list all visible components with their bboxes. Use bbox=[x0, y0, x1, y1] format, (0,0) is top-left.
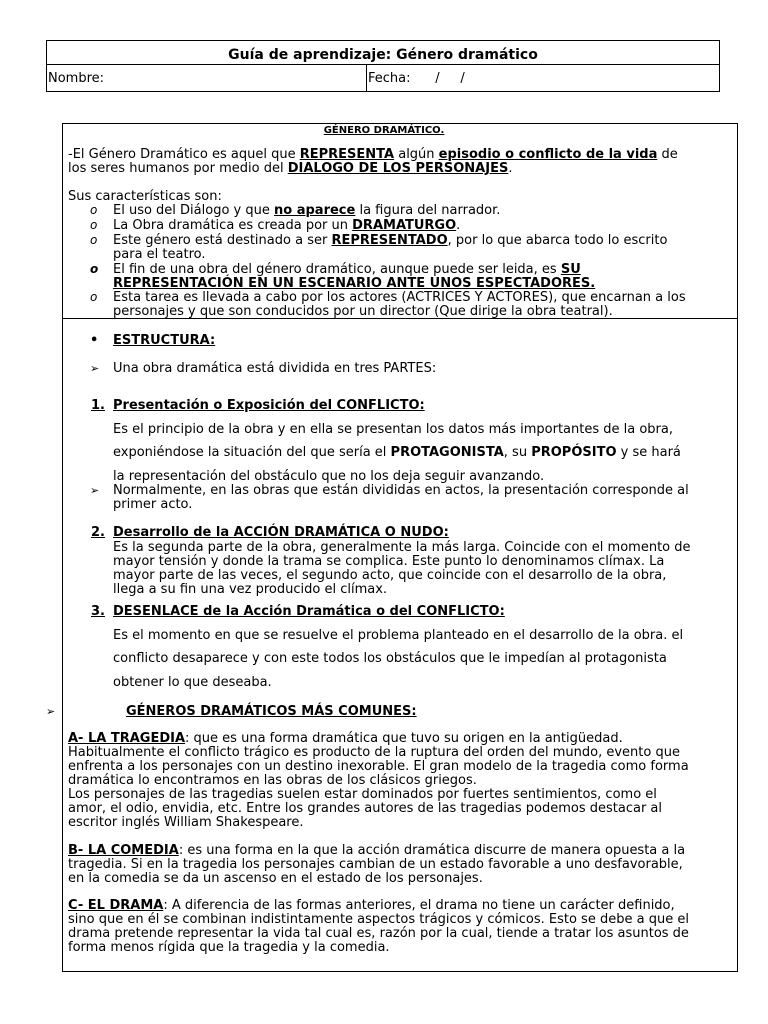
bullet-o-icon: o bbox=[90, 290, 98, 304]
part-1-line-2: exponiéndose la situación del que sería el PROTAGONISTA, su PROPÓSITO y se hará bbox=[113, 445, 681, 460]
bullet-o-icon: o bbox=[90, 233, 98, 247]
note-line-2: primer acto. bbox=[113, 497, 193, 512]
characteristic-5-cont: personajes y que son conducidos por un director (Que dirige la obra teatral). bbox=[113, 304, 613, 319]
tragedia-line-4: dramática lo encontramos en las obras de los clásicos griegos. bbox=[68, 773, 477, 788]
name-field-label: Nombre: bbox=[47, 65, 367, 92]
part-2-line-1: Es la segunda parte de la obra, generalmente la más larga. Coincide con el momento de bbox=[113, 540, 691, 555]
bullet-o-icon: o bbox=[90, 262, 99, 276]
drama-line-2: sino que en él se combinan indistintamente aspectos trágicos y cómicos. Esto se debe a que el bbox=[68, 912, 689, 927]
tragedia-line-2: Habitualmente el conflicto trágico es producto de la ruptura del orden del mundo, evento que bbox=[68, 745, 680, 760]
comedia-line-2: tragedia. Si en la tragedia los personajes cambian de un estado favorable a uno desfavorable, bbox=[68, 857, 683, 872]
bullet-o-icon: o bbox=[90, 203, 98, 217]
comedia-line-3: en la comedia se da un ascenso en el estado de los personajes. bbox=[68, 871, 483, 886]
tragedia-line-7: escritor inglés William Shakespeare. bbox=[68, 815, 304, 830]
bullet-icon: • bbox=[90, 333, 99, 348]
part-2-line-4: llega a su fin una vez producido el clímax. bbox=[113, 582, 388, 597]
intro-heading: GÉNERO DRAMÁTICO. bbox=[323, 125, 445, 136]
tragedia-line-3: enfrenta a los personajes con un destino inexorable. El gran modelo de la tragedia como forma bbox=[68, 759, 689, 774]
definition-line-2: los seres humanos por medio del DIALOGO DE LOS PERSONAJES. bbox=[68, 161, 513, 176]
tragedia-line-5: Los personajes de las tragedias suelen estar dominados por fuertes sentimientos, como el bbox=[68, 787, 657, 802]
characteristic-1: El uso del Diálogo y que no aparece la figura del narrador. bbox=[113, 203, 501, 218]
part-3-title: DESENLACE de la Acción Dramática o del CONFLICTO: bbox=[113, 604, 505, 619]
part-1-title: Presentación o Exposición del CONFLICTO: bbox=[113, 398, 425, 413]
characteristic-3-cont: para el teatro. bbox=[113, 247, 206, 262]
definition-line-1: -El Género Dramático es aquel que REPRESENTA algún episodio o conflicto de la vida de bbox=[68, 147, 678, 162]
drama-line-3: drama pretende representar la vida tal cual es, razón por la cual, tiende a tratar los asuntos de bbox=[68, 926, 689, 941]
characteristic-3: Este género está destinado a ser REPRESENTADO, por lo que abarca todo lo escrito bbox=[113, 233, 668, 248]
drama-line-1: C- EL DRAMA: A diferencia de las formas anteriores, el drama no tiene un carácter definido, bbox=[68, 898, 675, 913]
estructura-intro: Una obra dramática está dividida en tres PARTES: bbox=[113, 361, 437, 376]
part-2-title: Desarrollo de la ACCIÓN DRAMÁTICA O NUDO: bbox=[113, 525, 449, 540]
characteristics-intro: Sus características son: bbox=[68, 189, 222, 204]
part-1-line-3: la representación del obstáculo que no los deja seguir avanzando. bbox=[113, 469, 545, 484]
comedia-line-1: B- LA COMEDIA: es una forma en la que la acción dramática discurre de manera opuesta a la bbox=[68, 843, 686, 858]
arrow-bullet-icon: ➢ bbox=[90, 362, 100, 375]
date-field-label: Fecha: / / bbox=[368, 71, 465, 86]
part-1-line-1: Es el principio de la obra y en ella se presentan los datos más importantes de la obra, bbox=[113, 422, 673, 437]
characteristic-5: Esta tarea es llevada a cabo por los actores (ACTRICES Y ACTORES), que encarnan a los bbox=[113, 290, 686, 305]
characteristic-4: El fin de una obra del género dramático, aunque puede ser leida, es SU bbox=[113, 262, 581, 277]
characteristic-2: La Obra dramática es creada por un DRAMATURGO. bbox=[113, 218, 461, 233]
part-2-line-2: mayor tensión y donde la trama se complica. Este punto lo denominamos clímax. La bbox=[113, 554, 665, 569]
characteristic-4-cont: REPRESENTACIÓN EN UN ESCENARIO ANTE UNOS ESPECTADORES. bbox=[113, 276, 596, 291]
generos-heading: GÉNEROS DRAMÁTICOS MÁS COMUNES: bbox=[126, 704, 417, 719]
arrow-bullet-icon: ➢ bbox=[46, 705, 56, 718]
part-3-line-3: obtener lo que deseaba. bbox=[113, 675, 272, 690]
part-3-line-1: Es el momento en que se resuelve el problema planteado en el desarrollo de la obra. el bbox=[113, 628, 684, 643]
header-table bbox=[46, 40, 720, 92]
bullet-o-icon: o bbox=[90, 218, 98, 232]
part-3-number: 3. bbox=[91, 604, 105, 619]
arrow-bullet-icon: ➢ bbox=[90, 484, 100, 497]
note-line-1: Normalmente, en las obras que están divididas en actos, la presentación corresponde al bbox=[113, 483, 689, 498]
part-3-line-2: conflicto desaparece y con este todos los obstáculos que le impedían al protagonista bbox=[113, 651, 667, 666]
tragedia-line-1: A- LA TRAGEDIA: que es una forma dramática que tuvo su origen en la antigüedad. bbox=[68, 731, 623, 746]
drama-line-4: forma menos rígida que la tragedia y la comedia. bbox=[68, 940, 390, 955]
part-2-line-3: mayor parte de las veces, el segundo acto, que coincide con el desarrollo de la obra, bbox=[113, 568, 667, 583]
part-1-number: 1. bbox=[91, 398, 105, 413]
estructura-heading: ESTRUCTURA: bbox=[113, 333, 216, 348]
part-2-number: 2. bbox=[91, 525, 105, 540]
document-title: Guía de aprendizaje: Género dramático bbox=[47, 41, 719, 65]
tragedia-line-6: amor, el odio, envidia, etc. Entre los grandes autores de las tragedias podemos destacar al bbox=[68, 801, 662, 816]
